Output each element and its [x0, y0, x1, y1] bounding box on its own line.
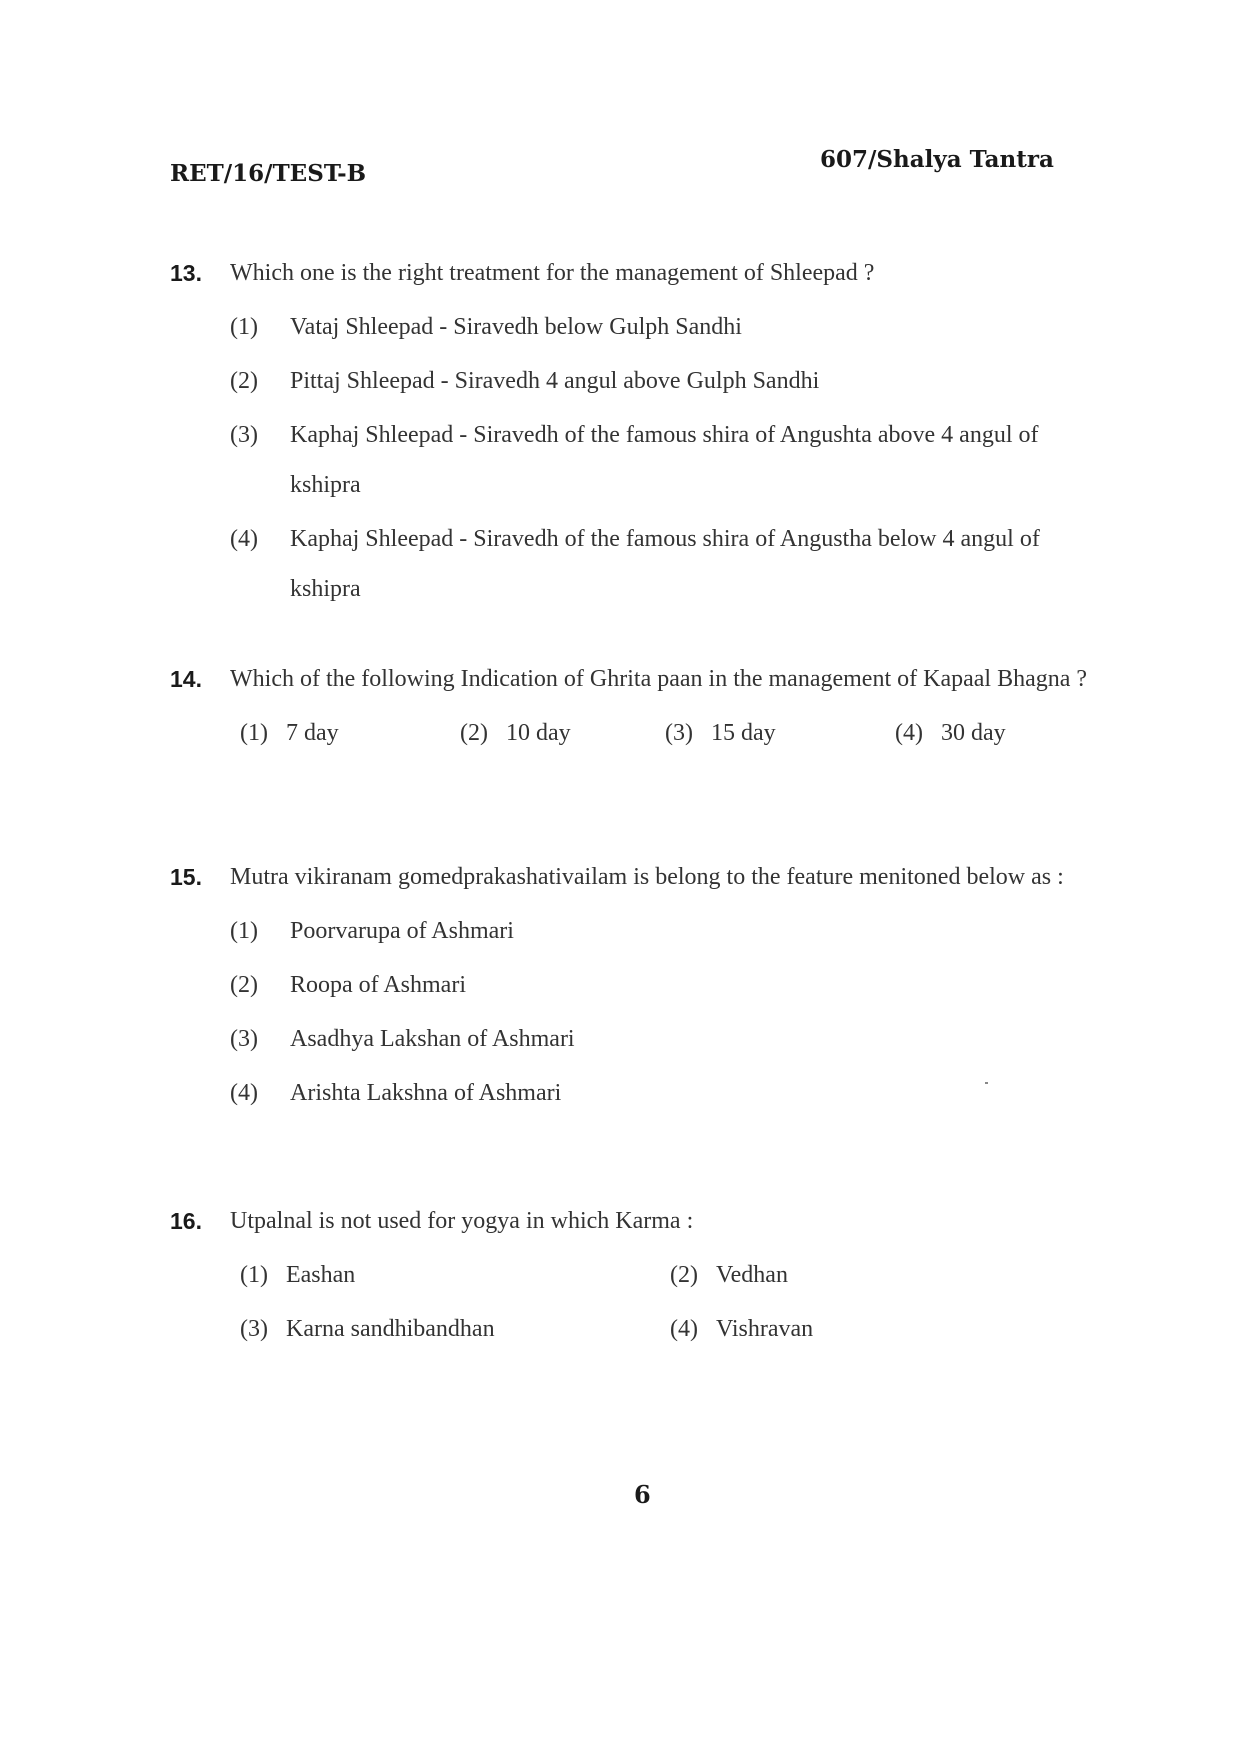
question-text: Utpalnal is not used for yogya in which Karma :	[230, 1208, 694, 1234]
option-text: Vishravan	[715, 1316, 814, 1342]
options-row	[240, 1304, 1090, 1354]
option-number: (1)	[230, 314, 258, 340]
option	[230, 514, 1090, 614]
option-number: (3)	[665, 720, 693, 746]
option-text: 7 day	[285, 720, 339, 746]
options-row	[240, 708, 1090, 758]
option-number: (1)	[240, 720, 268, 746]
option	[230, 906, 1090, 956]
option	[240, 1304, 495, 1354]
option-number: (1)	[230, 918, 258, 944]
option	[230, 356, 1090, 406]
option-text: Eashan	[285, 1262, 356, 1288]
option	[230, 302, 1090, 352]
option-number: (3)	[240, 1316, 268, 1342]
option	[665, 708, 776, 758]
question-14	[170, 654, 1090, 758]
question-number: 16.	[170, 1208, 202, 1234]
option-text: Vedhan	[715, 1262, 788, 1288]
option-text: Asadhya Lakshan of Ashmari	[290, 1026, 575, 1052]
paper-code: RET/16/TEST-B	[170, 160, 367, 187]
question-text: Which one is the right treatment for the management of Shleepad ?	[230, 260, 875, 286]
option-text: 10 day	[505, 720, 571, 746]
option-text: Karna sandhibandhan	[285, 1316, 495, 1342]
option	[240, 708, 339, 758]
option	[670, 1250, 788, 1300]
option-number: (2)	[230, 368, 258, 394]
option-text: Poorvarupa of Ashmari	[290, 918, 514, 944]
option-number: (3)	[230, 1026, 258, 1052]
option-text: Vataj Shleepad - Siravedh below Gulph Sandhi	[290, 314, 742, 340]
question-13	[170, 248, 1090, 614]
question-text: Mutra vikiranam gomedprakashativailam is belong to the feature menitoned below as :	[230, 864, 1064, 890]
option-text: 30 day	[940, 720, 1006, 746]
option-number: (2)	[460, 720, 488, 746]
option-text: Arishta Lakshna of Ashmari	[290, 1080, 562, 1106]
option-text: Kaphaj Shleepad - Siravedh of the famous shira of Angushta above 4 angul of kshipra	[290, 422, 1039, 498]
option	[895, 708, 1006, 758]
option-number: (2)	[670, 1262, 698, 1288]
option	[230, 960, 1090, 1010]
option-number: (4)	[895, 720, 923, 746]
question-text: Which of the following Indication of Ghrita paan in the management of Kapaal Bhagna ?	[230, 666, 1088, 692]
option	[460, 708, 571, 758]
question-number: 15.	[170, 864, 202, 890]
subject-title: 607/Shalya Tantra	[820, 146, 1054, 173]
question-15	[170, 852, 1090, 1118]
option-number: (4)	[230, 526, 258, 552]
page-number: 6	[634, 1480, 651, 1509]
option	[230, 1014, 1090, 1064]
option-number: (4)	[230, 1080, 258, 1106]
option	[230, 410, 1090, 510]
option-number: (3)	[230, 422, 258, 448]
question-number: 13.	[170, 260, 202, 286]
option-number: (2)	[230, 972, 258, 998]
question-number: 14.	[170, 666, 202, 692]
option	[670, 1304, 813, 1354]
option-text: Pittaj Shleepad - Siravedh 4 angul above Gulph Sandhi	[290, 368, 820, 394]
option-text: Kaphaj Shleepad - Siravedh of the famous shira of Angustha below 4 angul of kshipra	[290, 526, 1040, 602]
option	[240, 1250, 355, 1300]
question-16	[170, 1196, 1090, 1354]
option-text: Roopa of Ashmari	[290, 972, 466, 998]
options-row	[240, 1250, 1090, 1300]
option	[230, 1068, 1090, 1118]
option-number: (4)	[670, 1316, 698, 1342]
option-number: (1)	[240, 1262, 268, 1288]
option-text: 15 day	[710, 720, 776, 746]
scan-speck	[985, 1082, 988, 1084]
